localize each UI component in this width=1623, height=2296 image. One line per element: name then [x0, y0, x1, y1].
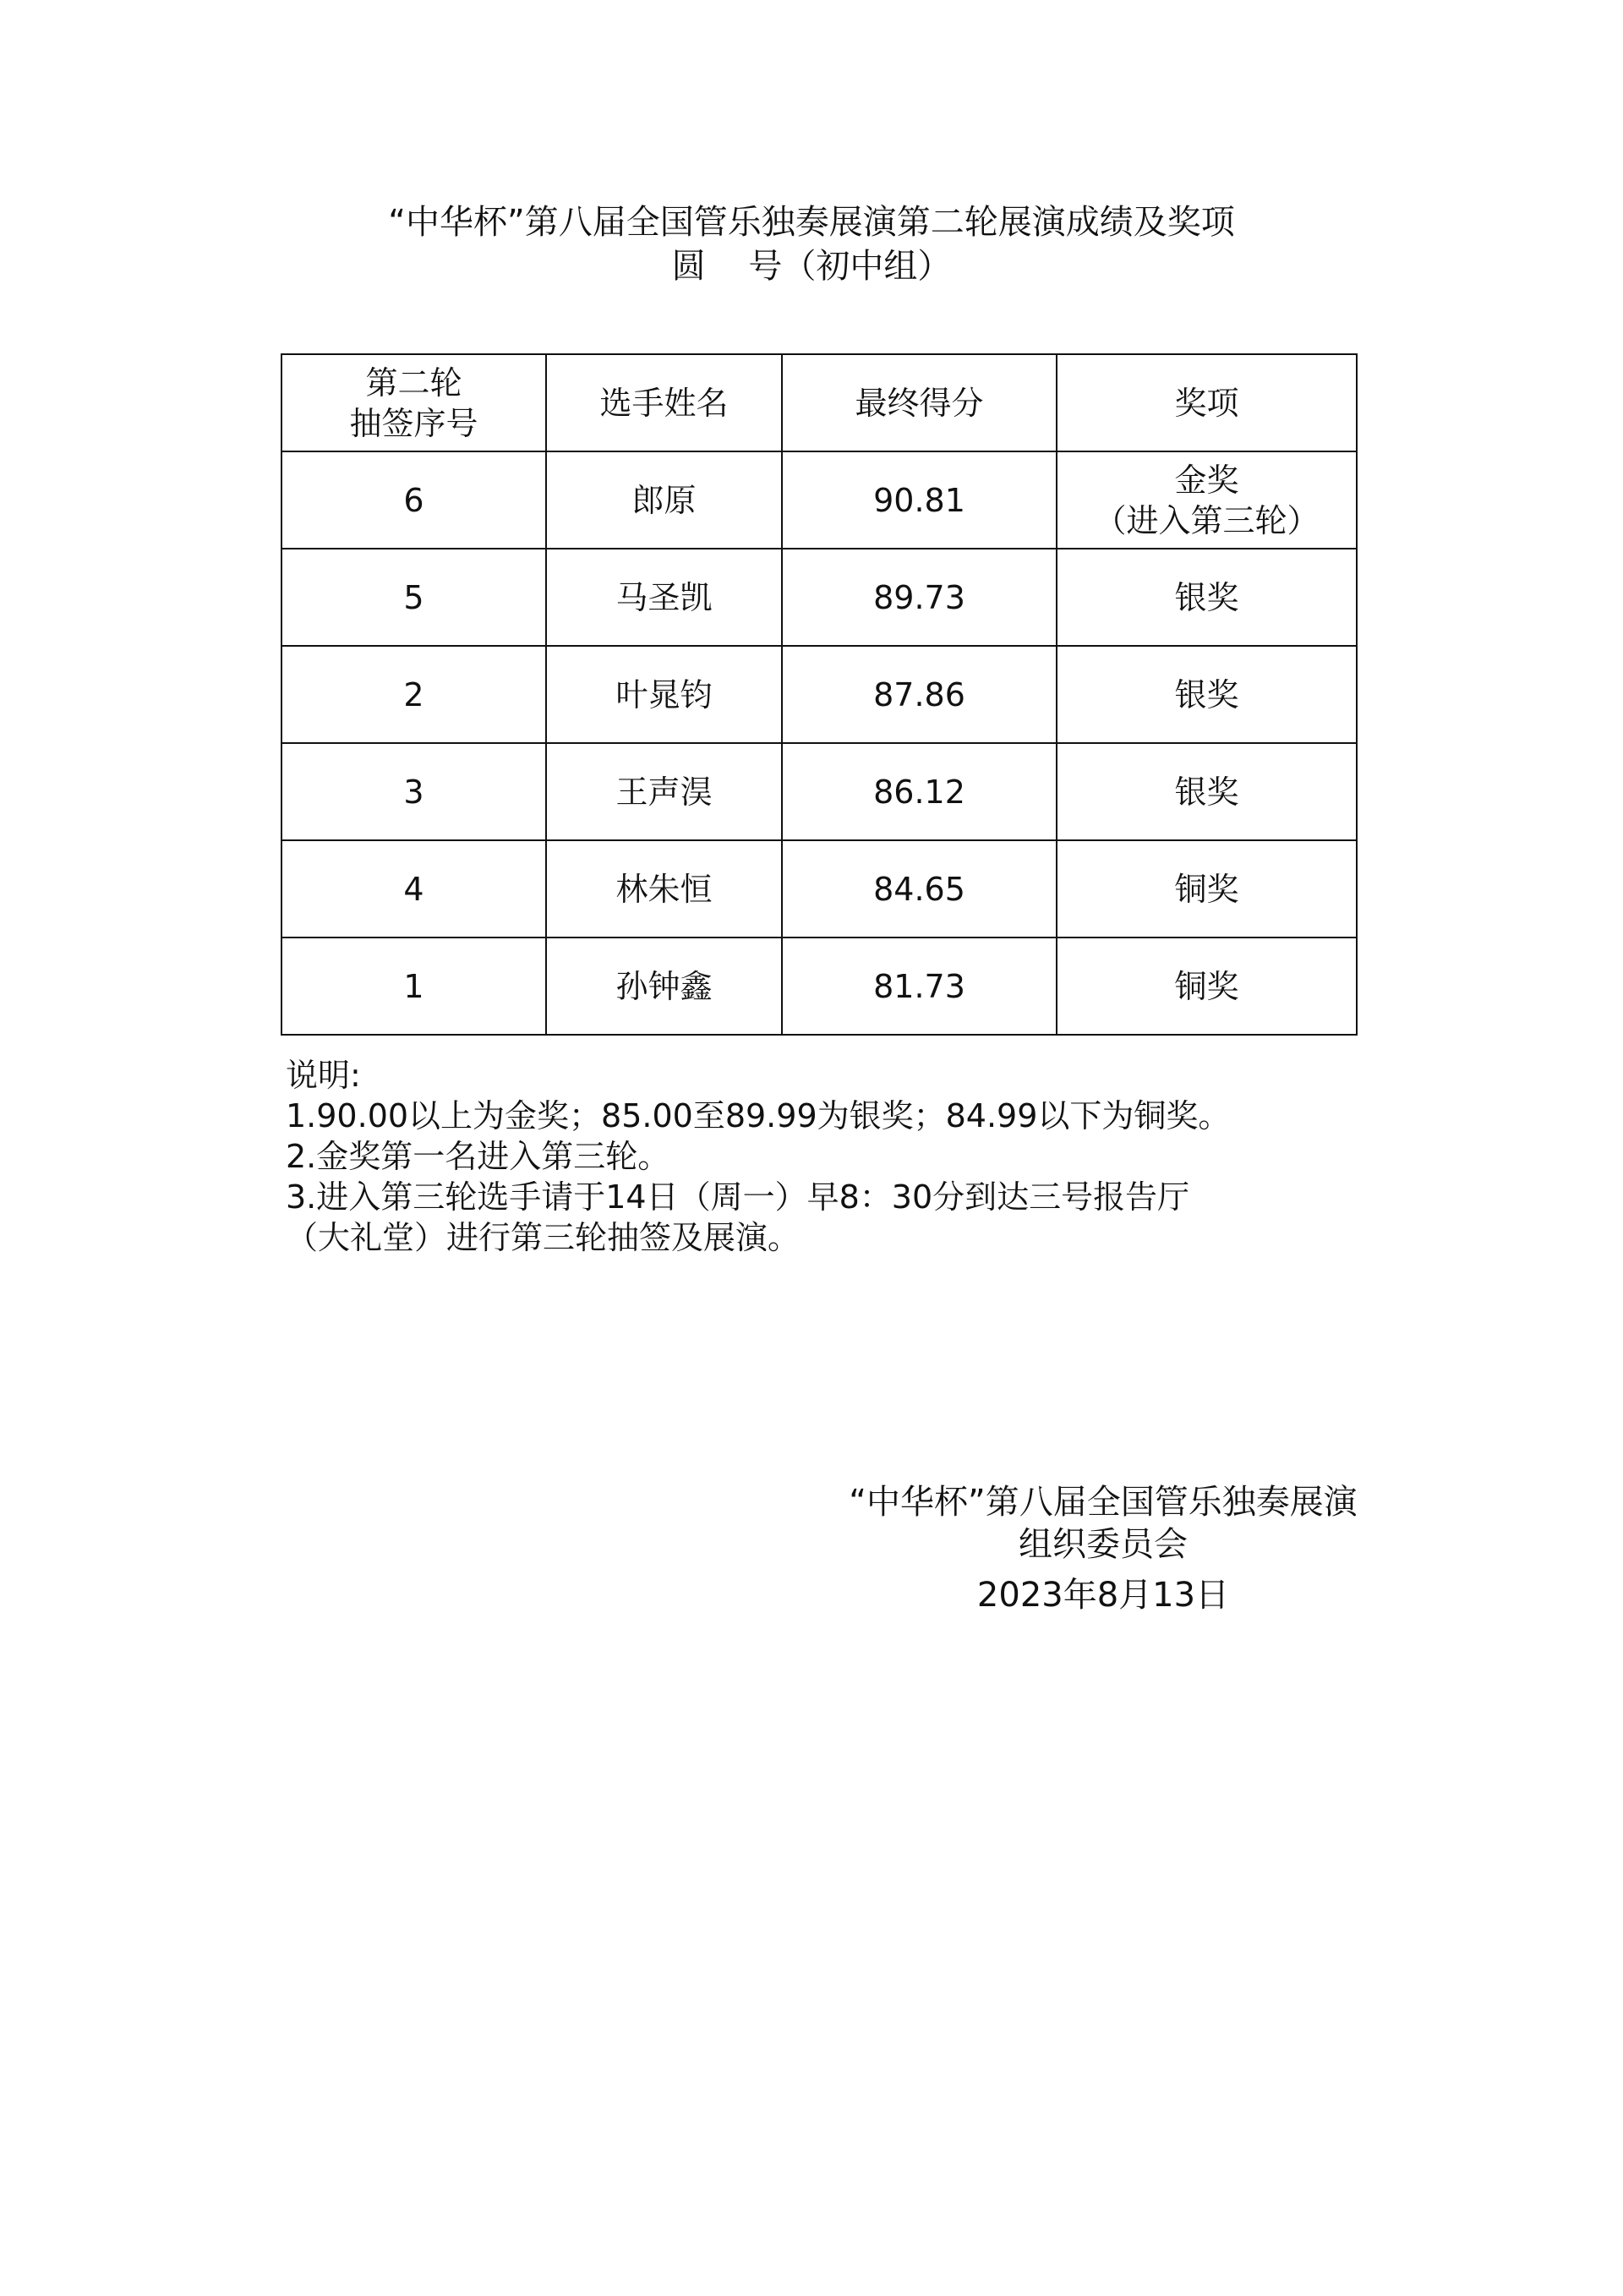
cell-award: [1057, 938, 1357, 1035]
title-line-2: 圆 号（初中组）: [671, 247, 952, 286]
header-award: [1057, 354, 1357, 451]
cell-final-score: 81.73: [782, 938, 1057, 1035]
cell-award-line-1: 银奖: [1174, 675, 1239, 713]
header-draw-number-line-2: 抽签序号: [349, 404, 478, 442]
table-row: [281, 549, 1357, 646]
note-item: 1.90.00以上为金奖；85.00至89.99为银奖；84.99以下为铜奖。: [286, 1097, 1231, 1134]
note-item: 2.金奖第一名进入第三轮。: [286, 1138, 670, 1175]
cell-draw-number: 3: [281, 743, 546, 840]
cell-final-score: 90.81: [782, 451, 1057, 549]
cell-draw-number: 4: [281, 840, 546, 938]
table-row: [281, 840, 1357, 938]
cell-final-score: 89.73: [782, 549, 1057, 646]
table-row: [281, 451, 1357, 549]
header-final-score: [782, 354, 1057, 451]
cell-contestant-name: 郎原: [546, 451, 782, 549]
header-draw-number-line-1: 第二轮: [365, 364, 462, 402]
cell-contestant-name: 叶晁钧: [546, 646, 782, 743]
cell-draw-number: 5: [281, 549, 546, 646]
cell-award-line-1: 铜奖: [1174, 870, 1239, 908]
document-title: [0, 201, 1623, 287]
cell-award-line-1: 银奖: [1174, 578, 1239, 616]
cell-contestant-name: 王声淏: [546, 743, 782, 840]
results-table: [281, 353, 1358, 1036]
cell-contestant-name: 马圣凯: [546, 549, 782, 646]
title-line-1: “中华杯”第八届全国管乐独奏展演第二轮展演成绩及奖项: [388, 203, 1235, 242]
cell-draw-number: 1: [281, 938, 546, 1035]
cell-award: [1057, 840, 1357, 938]
table-row: [281, 743, 1357, 840]
cell-contestant-name: 林朱恒: [546, 840, 782, 938]
signature-organization-line-2: 组织委员会: [1019, 1525, 1188, 1564]
notes-heading: 说明:: [286, 1057, 361, 1094]
cell-draw-number: 6: [281, 451, 546, 549]
table-row: [281, 938, 1357, 1035]
cell-award-line-1: 铜奖: [1174, 967, 1239, 1005]
cell-award: [1057, 646, 1357, 743]
cell-award: [1057, 451, 1357, 549]
note-item: 3.进入第三轮选手请于14日（周一）早8：30分到达三号报告厅: [286, 1178, 1190, 1216]
cell-final-score: 86.12: [782, 743, 1057, 840]
header-award-label: 奖项: [1174, 384, 1239, 422]
cell-award-line-1: 金奖: [1174, 461, 1239, 499]
cell-award: [1057, 549, 1357, 646]
cell-award-line-2: （进入第三轮）: [1094, 501, 1320, 539]
cell-award: [1057, 743, 1357, 840]
header-contestant-name: [546, 354, 782, 451]
cell-final-score: 84.65: [782, 840, 1057, 938]
cell-contestant-name: 孙钟鑫: [546, 938, 782, 1035]
signature-date: 2023年8月13日: [976, 1576, 1230, 1615]
table-row: [281, 646, 1357, 743]
notes-section: [286, 1055, 1385, 1258]
cell-final-score: 87.86: [782, 646, 1057, 743]
cell-award-line-1: 银奖: [1174, 773, 1239, 811]
signature-organization-line-1: “中华杯”第八届全国管乐独奏展演: [849, 1483, 1358, 1522]
header-final-score-label: 最终得分: [855, 384, 984, 422]
header-contestant-name-label: 选手姓名: [599, 384, 729, 422]
cell-draw-number: 2: [281, 646, 546, 743]
header-draw-number: [281, 354, 546, 451]
note-item: （大礼堂）进行第三轮抽签及展演。: [286, 1219, 801, 1256]
table-header-row: [281, 354, 1357, 451]
